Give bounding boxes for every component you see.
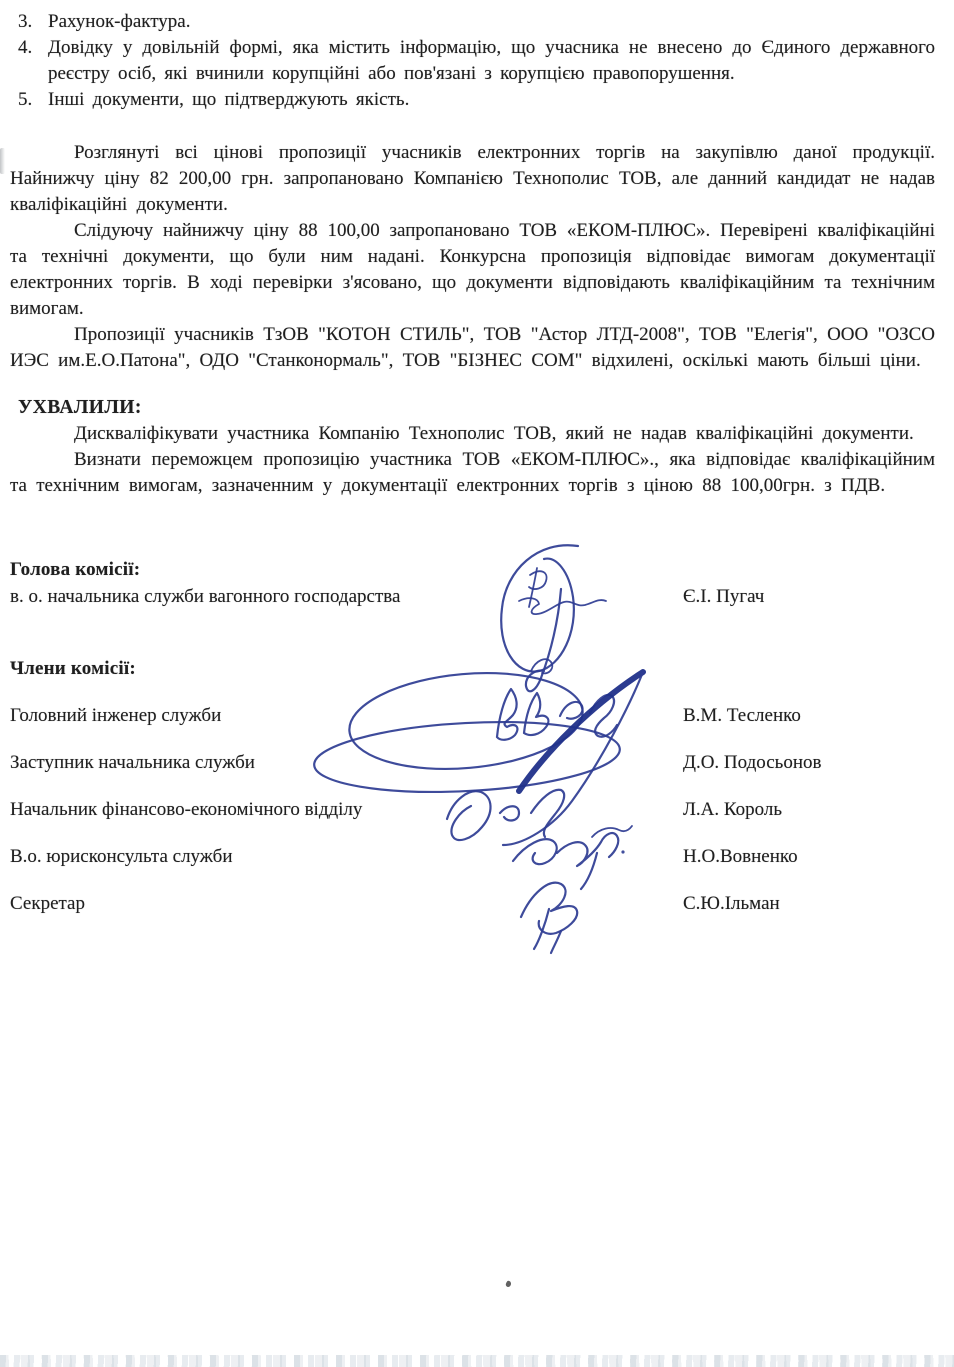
numbered-list bbox=[10, 9, 935, 113]
signer-name: Н.О.Вовненко bbox=[683, 846, 798, 867]
list-item-text: Довідку у довільній формі, яка містить інформацію, що учасника не внесено до Єдиного державного реєстру осіб, які вчинили корупційні або пов'язані з корупцією правопорушення. bbox=[48, 37, 935, 84]
head-commission-label: Голова комісії: bbox=[10, 559, 141, 580]
member-row bbox=[10, 890, 935, 917]
position-label: Секретар bbox=[10, 893, 85, 914]
list-item-text: Рахунок-фактура. bbox=[48, 11, 191, 32]
ink-speck bbox=[505, 1280, 512, 1288]
member-row bbox=[10, 702, 935, 729]
member-row bbox=[10, 796, 935, 823]
signer-name: В.М. Тесленко bbox=[683, 705, 801, 726]
members-commission-label: Члени комісії: bbox=[10, 658, 136, 679]
list-item-number: 3. bbox=[18, 11, 33, 32]
paragraph-rejected: Пропозиції учасників ТзОВ "КОТОН СТИЛЬ", ТОВ "Астор ЛТД-2008", ТОВ "Елегія", ООО "ОЗСО ИЭС им.Е.О.Патона", ОДО "Станконормаль", ТОВ "БІЗНЕС СОМ" відхилені, оскількі мають більші ціни. bbox=[10, 324, 935, 371]
position-label: Заступник начальника служби bbox=[10, 752, 255, 773]
signer-name: С.Ю.Ільман bbox=[683, 893, 780, 914]
signer-name: Є.І. Пугач bbox=[683, 586, 765, 607]
position-label: В.о. юрисконсульта служби bbox=[10, 846, 233, 867]
head-commission-row bbox=[10, 583, 935, 610]
scan-edge-smudge bbox=[0, 148, 5, 174]
paragraph-review: Розглянуті всі цінові пропозиції учасників електронних торгів на закупівлю даної продукції. Найнижчу ціну 82 200,00 грн. запропановано Компанією Технополис ТОВ, але данний кандидат не надав кваліфікаційні документи. bbox=[10, 142, 935, 215]
signature-section bbox=[10, 545, 935, 917]
decision-paragraph-winner: Визнати переможцем пропозицію участника ТОВ «ЕКОМ-ПЛЮС»., яка відповідає кваліфікаційним та технічним вимогам, зазначенним у документації електронних торгів з ціною 88 100,00грн. з ПДВ. bbox=[10, 449, 935, 496]
list-item-text: Інші документи, що підтверджують якість. bbox=[48, 89, 410, 110]
list-item-number: 5. bbox=[18, 89, 33, 110]
decision-heading: УХВАЛИЛИ: bbox=[18, 397, 142, 418]
position-label: Головний інженер служби bbox=[10, 705, 222, 726]
list-item bbox=[18, 87, 935, 113]
position-label: Начальник фінансово-економічного відділу bbox=[10, 799, 363, 820]
position-label: в. о. начальника служби вагонного господарства bbox=[10, 586, 401, 607]
list-item-number: 4. bbox=[18, 37, 33, 58]
document-body bbox=[10, 9, 935, 499]
list-item bbox=[18, 35, 935, 87]
member-row bbox=[10, 749, 935, 776]
decision-paragraph-disqualify: Дискваліфікувати участника Компанію Технополис ТОВ, який не надав кваліфікаційні документи. bbox=[74, 423, 914, 444]
list-item bbox=[18, 9, 935, 35]
signer-name: Л.А. Король bbox=[683, 799, 782, 820]
paragraph-next-lowest: Слідуючу найнижчу ціну 88 100,00 запропановано ТОВ «ЕКОМ-ПЛЮС». Перевірені кваліфікаційні та технічні документи, що були ним надані. Конкурсна пропозиція відповідає вимогам документації електронних торгів. В ході перевірки з'ясовано, що документи відповідають кваліфікаційним та технічним вимогам. bbox=[10, 220, 935, 319]
bottom-scan-band bbox=[0, 1355, 954, 1367]
member-row bbox=[10, 843, 935, 870]
signer-name: Д.О. Подосьонов bbox=[683, 752, 822, 773]
